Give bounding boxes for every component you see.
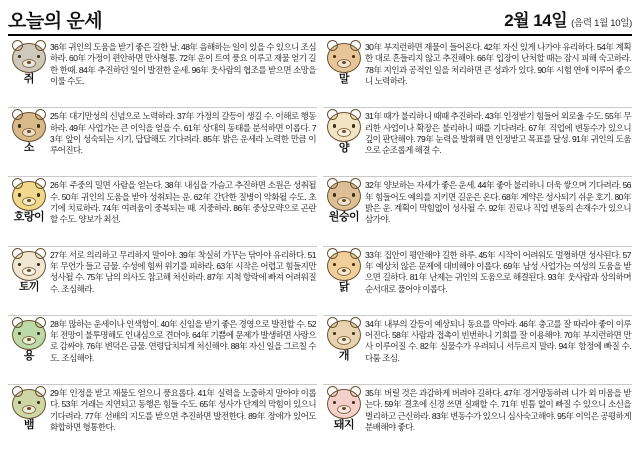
zodiac-badge-tiger [8, 180, 50, 224]
zodiac-label-snake: 뱀 [23, 418, 35, 431]
pig-face-icon [327, 389, 361, 419]
zodiac-label-dragon: 용 [23, 349, 35, 362]
zodiac-badge-pig [323, 388, 365, 432]
tiger-face-icon [12, 181, 46, 211]
zodiac-text-rat: 36年 귀인의 도움을 받기 좋은 길한 날. 48年 음해하는 일이 있을 수 있으니 조심하라. 60年 가정이 편안하면 만사형통. 72年 운이 트여 풍요 이루고 재물 얻기 길한 한때. 84年 추진하던 일이 발전한 운세. 96年 웃사람의 협조를 받으면 소망을 이룰 수도. [50, 42, 316, 87]
page-header [8, 6, 632, 36]
dog-face-icon [327, 320, 361, 350]
zodiac-row-dog [323, 316, 632, 385]
zodiac-text-dog: 34年 내부의 갈등이 예상되니 동요를 막아라. 46年 충고를 잘 따라야 좋이 이루어진다. 58年 사람과 접촉이 빈번하니 기회를 잘 이용해야. 70年 부지런하면 만사 이루어질 수. 82年 실물수가 우려되니 서두르지 말라. 94年 함정에 빠질 수. 다툼 조심. [365, 318, 631, 363]
zodiac-text-dragon: 28年 많하는 운세이나 인색함이. 40年 신임을 받기 좋은 경영으로 발전할 수. 52年 전망이 불투명해도 인내심으로 견뎌야. 64年 기쁨에 문제가 발생하면 사랑으로 감싸야. 76年 변덕은 금물. 연령답치되게 처신해야. 88年 자신 일을 그르칠 수도. 조심해야. [50, 318, 316, 363]
zodiac-row-tiger [8, 177, 317, 246]
rooster-face-icon [327, 251, 361, 281]
rabbit-face-icon [12, 251, 46, 281]
horse-face-icon [327, 43, 361, 73]
zodiac-text-sheep: 31年 때가 불리하니 때때 추진하라. 43年 인정받기 힘들어 외로울 수도. 55年 무리한 사업이나 확장은 불리하니 때를 기다려라. 67年 직업에 변동수가 있으니 깊이 판단해야. 79年 눈력을 발휘해 면 인정받고 목표를 달성. 91年 귀인의 도움으로 순조롭게 해결 수. [365, 111, 631, 156]
header-date-group [504, 6, 632, 31]
zodiac-row-rooster [323, 247, 632, 316]
zodiac-badge-monkey [323, 180, 365, 224]
zodiac-label-sheep: 양 [338, 142, 350, 155]
zodiac-row-pig [323, 385, 632, 453]
zodiac-label-rat: 쥐 [23, 73, 35, 85]
zodiac-label-horse: 말 [338, 73, 350, 85]
zodiac-label-monkey: 원숭이 [328, 211, 360, 224]
zodiac-badge-sheep [323, 111, 365, 155]
monkey-face-icon [327, 181, 361, 211]
zodiac-label-rooster: 닭 [338, 280, 350, 293]
zodiac-badge-horse [323, 42, 365, 86]
zodiac-row-rabbit [8, 247, 317, 316]
zodiac-column-right [323, 39, 632, 453]
zodiac-row-ox [8, 108, 317, 177]
zodiac-row-rat [8, 39, 317, 108]
rat-face-icon [12, 43, 46, 73]
zodiac-text-tiger: 26年 주중의 밀면 사람을 얻는다. 38年 내심을 가슴고 추진하면 소원은 성취될 수. 50年 귀인의 도움을 받아 성취되는 운. 62年 간단한 질병이 악화될 수도. 초기에 치료하라. 74年 여려움이 중복되는 때. 지중하라. 86年 중상모략으로 곤란할 수도. 양보가 최선. [50, 180, 316, 225]
zodiac-badge-rat [8, 42, 50, 86]
zodiac-text-rabbit: 27年 서로 의리하고 무리하지 말아야. 39年 착실히 가꾸는 닦아야 유리하다. 51年 무언가 들고 금물. 수성에 힘써 위기를 피하라. 63年 시작은 어렵고 힘들지만 성사될 수. 75年 남의 의사도 참고해 처신하라. 87年 지척 항락에 빠져 어려워질 수. 조심해라. [50, 249, 316, 294]
page-title: 오늘의 운세 [8, 11, 103, 32]
zodiac-columns [8, 39, 632, 453]
zodiac-row-dragon [8, 316, 317, 385]
zodiac-label-tiger: 호랑이 [13, 211, 45, 224]
zodiac-label-pig: 돼지 [333, 418, 355, 431]
snake-face-icon [12, 389, 46, 419]
lunar-date: (음력 1월 10일) [571, 18, 632, 29]
zodiac-badge-dragon [8, 319, 50, 363]
zodiac-row-sheep [323, 108, 632, 177]
zodiac-badge-rabbit [8, 250, 50, 294]
zodiac-badge-rooster [323, 250, 365, 294]
zodiac-badge-dog [323, 319, 365, 363]
sheep-face-icon [327, 112, 361, 142]
zodiac-text-pig: 35年 버릴 것은 과감하게 버려야 길하다. 47年 경거망동하려 니가 외 미움을 받는다. 59年 결초에 신경 쓰면 실패할 수. 71年 빈틈 없이 빠질 수 있으니 소신을 벌리하고 근신하라. 83年 변동수가 있으니 심사숙고해야. 95年 이익은 공평하게 분배해야 좋다. [365, 387, 631, 432]
zodiac-text-rooster: 33年 집안이 평안해야 길한 하루. 45年 시작이 어려워도 멀쩡하면 성사된다. 57年 예상치 않은 문제에 대비해야 이롭다. 69年 남성 사업가는 여성의 도움을 받으면 길하다. 81年 난제는 귀인의 도움으로 해결된다. 93年 웃사람과 상의하며 순서대로 풀어야 이롭다. [365, 249, 631, 294]
zodiac-row-monkey [323, 177, 632, 246]
zodiac-label-dog: 개 [338, 349, 350, 362]
ox-face-icon [12, 112, 46, 142]
zodiac-text-snake: 29年 인정을 받고 재물도 얻으니 풍요롭다. 41年 실력을 노출하지 말아야 이롭다. 53年 거래는 지연되고 동행은 힘들 수도. 65年 성사가 단계의 막힘이 있으니 기다려라. 77年 선배의 지도를 받으면 추진하면 발전한다. 89年 장애가 있어도 화합하면 형통한다. [50, 387, 316, 432]
dragon-face-icon [12, 320, 46, 350]
zodiac-text-monkey: 32年 양보하는 자세가 좋은 운세. 44年 좋아 불리하니 더욱 쌓으며 기다려라. 56年 힘들어도 예의를 지키면 길운은 온다. 68年 계약은 성사되기 쉬운 호기. 80年 밝은 운. 계획이 막힘없이 성사될 수. 92年 진료나 직업 변동의 손재수가 있으니 삼가야. [365, 180, 631, 225]
zodiac-badge-snake [8, 388, 50, 432]
solar-date: 2월 14일 [504, 11, 568, 30]
zodiac-column-left [8, 39, 317, 453]
zodiac-label-ox: 소 [23, 142, 35, 155]
zodiac-badge-ox [8, 111, 50, 155]
zodiac-row-horse [323, 39, 632, 108]
zodiac-label-rabbit: 토끼 [18, 280, 40, 293]
zodiac-text-horse: 30年 부지런하면 재물이 들어온다. 42年 자신 있게 나가야 유리하다. 54年 계획한 대로 흔들리지 않고 추진해야. 66年 입장이 난처할 때는 잠시 피해 숙고하라. 78年 지인과 공적인 일을 처리하면 큰 성과가 있다. 90年 시험 연애 이루어 좋으니 노력하라. [365, 42, 631, 87]
zodiac-text-ox: 25年 대기만성의 신념으로 노력하라. 37年 가정의 갈등이 생길 수. 이해로 행동하라. 49年 사업가는 큰 이익을 얻을 수. 61年 상대의 동태를 분석하면 이롭다. 73年 앞이 성숙되는 시기, 답답해도 기다려라. 85年 밝은 운세라 노력한 만큼 이루어진다. [50, 111, 316, 156]
zodiac-row-snake [8, 385, 317, 453]
